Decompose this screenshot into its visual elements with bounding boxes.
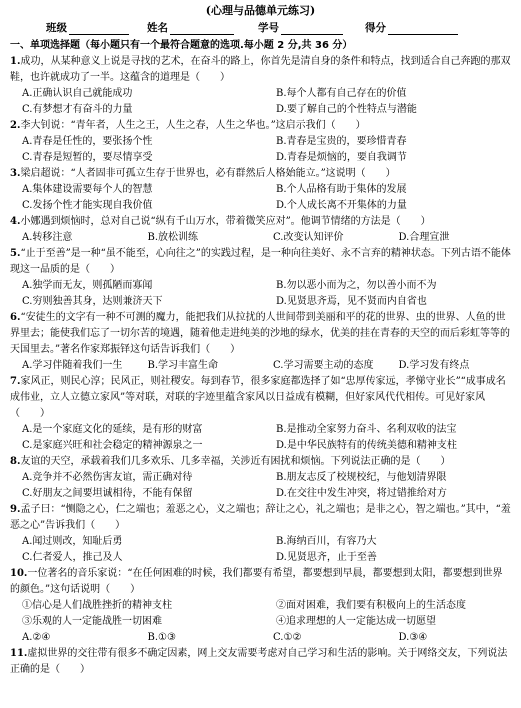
question-2 xyxy=(10,118,512,166)
question-stem xyxy=(10,646,512,678)
field-blank-line[interactable] xyxy=(69,23,129,35)
options xyxy=(10,630,512,646)
question-stem xyxy=(10,502,512,534)
question-stem xyxy=(10,454,512,470)
question-text: 成功，从某种意义上说是寻找的艺术，在奋斗的路上，你首先是清自身的条件和特点，找到适合自己奔跑的那双鞋，也许就成功了一半。这蕴含的道理是（ ） xyxy=(10,56,511,83)
option-0[interactable]: A.集体建设需要每个人的智慧 xyxy=(22,184,153,195)
option-1[interactable]: B.青春是宝贵的，要珍惜青春 xyxy=(276,136,407,147)
option-1[interactable]: B.每个人都有自己存在的价值 xyxy=(276,88,407,99)
field-2 xyxy=(258,21,343,35)
question-number: 2. xyxy=(10,120,21,131)
option-2[interactable]: C.发扬个性才能实现自我价值 xyxy=(22,200,153,211)
option-1[interactable]: B.个人品格有助于集体的发展 xyxy=(276,184,407,195)
option-0[interactable]: A.是一个家庭文化的延续，是有形的财富 xyxy=(22,424,203,435)
option-1[interactable]: B.海纳百川，有容乃大 xyxy=(276,536,377,547)
option-2[interactable]: C.①② xyxy=(273,632,302,643)
option-3[interactable]: D.要了解自己的个性特点与潜能 xyxy=(276,104,417,115)
option-3[interactable]: D.青春是烦恼的，要自我调节 xyxy=(276,152,407,163)
question-3 xyxy=(10,166,512,214)
field-3 xyxy=(365,21,458,35)
option-3[interactable]: D.见贤思齐焉，见不贤而内自省也 xyxy=(276,296,427,307)
question-10 xyxy=(10,566,512,630)
option-0[interactable]: A.学习伴随着我们一生 xyxy=(22,360,123,371)
option-0[interactable]: A.闻过则改，知耻后勇 xyxy=(22,536,123,547)
field-blank-line[interactable] xyxy=(170,23,234,35)
question-text: 李大钊说：“青年者，人生之王，人生之春，人生之华也。”这启示我们（ ） xyxy=(20,120,366,131)
field-label: 得分 xyxy=(365,22,386,34)
option-0[interactable]: A.独学而无友，则孤陋而寡闻 xyxy=(22,280,153,291)
options xyxy=(10,470,512,502)
question-stem xyxy=(10,310,512,358)
options xyxy=(10,534,512,566)
question-text: 虚拟世界的交往带有很多不确定因素，网上交友需要考虑对自己学习和生活的影响。关于网络交友，下列说法正确的是（ ） xyxy=(10,648,508,675)
question-stem xyxy=(10,566,512,598)
question-number: 5. xyxy=(10,248,21,259)
option-1[interactable]: B.朋友志反了校规校纪，与他划清界限 xyxy=(276,472,447,483)
options xyxy=(10,86,512,118)
option-3[interactable]: D.合理宣泄 xyxy=(398,232,450,243)
option-3[interactable]: D.在交往中发生冲突，将过错推给对方 xyxy=(276,488,447,499)
option-2[interactable]: C.穷则独善其身，达则兼济天下 xyxy=(22,296,163,307)
page-title: (心理与品德单元练习) xyxy=(205,4,316,17)
question-6 xyxy=(10,310,512,374)
question-text: 小娜遇到烦恼时，总对自己说“纵有千山万水，带着微笑应对”。他调节情绪的方法是（ ） xyxy=(20,216,431,227)
question-number: 6. xyxy=(10,312,21,323)
question-text: 家风正，则民心淳；民风正，则社稷安。每到春节，很多家庭都选择了如“忠厚传家远，孝悌守业长”“成事成名成伟业，立人立德立家风”等对联，对联的字迹里蕴含家风以日益成有模糊，但好家风代代相传。可见好家风（ ） xyxy=(10,376,506,419)
question-4 xyxy=(10,214,512,246)
question-11 xyxy=(10,630,512,646)
options xyxy=(10,598,512,630)
option-0[interactable]: A.转移注意 xyxy=(22,232,73,243)
question-text: 友谊的天空，承载着我们几多欢乐、几多幸福，关涉近有困扰和烦恼。下列说法正确的是（ ） xyxy=(20,456,451,467)
question-12 xyxy=(10,646,512,678)
question-9 xyxy=(10,502,512,566)
field-1 xyxy=(147,21,234,35)
option-2[interactable]: ③乐观的人一定能战胜一切困难 xyxy=(22,616,162,627)
question-list xyxy=(10,38,512,678)
options xyxy=(10,358,512,374)
question-1 xyxy=(10,54,512,118)
options xyxy=(10,278,512,310)
option-2[interactable]: C.青春是短暂的，要尽情享受 xyxy=(22,152,153,163)
option-2[interactable]: C.好朋友之间要坦诚相待，不能有保留 xyxy=(22,488,193,499)
question-stem xyxy=(10,374,512,422)
options xyxy=(10,134,512,166)
question-number: 8. xyxy=(10,456,21,467)
question-stem xyxy=(10,214,512,230)
question-number: 11. xyxy=(10,648,28,659)
field-blank-line[interactable] xyxy=(388,23,458,35)
option-1[interactable]: B.放松训练 xyxy=(147,232,199,243)
option-1[interactable]: B.勿以恶小而为之，勿以善小而不为 xyxy=(276,280,437,291)
option-3[interactable]: D.学习发有终点 xyxy=(398,360,470,371)
option-2[interactable]: C.学习需要主动的态度 xyxy=(273,360,374,371)
option-0[interactable]: A.竞争并不必然伤害友谊，需正确对待 xyxy=(22,472,193,483)
options xyxy=(10,230,512,246)
question-number: 4. xyxy=(10,216,21,227)
question-stem xyxy=(10,166,512,182)
student-info-row xyxy=(46,21,497,35)
question-stem xyxy=(10,118,512,134)
option-1[interactable]: B.学习丰富生命 xyxy=(147,360,219,371)
option-0[interactable]: A.②④ xyxy=(22,632,51,643)
option-3[interactable]: D.个人成长离不开集体的力量 xyxy=(276,200,407,211)
question-text: 一位著名的音乐家说：“在任何困难的时候，我们都要有希望，都要想到早晨，都要想到太阳，都要想到世界的颜色。”这句话说明（ ） xyxy=(10,568,503,595)
option-0[interactable]: A.青春是任性的，要张扬个性 xyxy=(22,136,153,147)
field-blank-line[interactable] xyxy=(281,23,343,35)
question-text: “止于至善”是一种“虽不能至，心向往之”的实践过程，是一种向往美好、永不言弃的精神状态。下列古语不能体现这一品质的是（ ） xyxy=(10,248,511,275)
question-number: 3. xyxy=(10,168,21,179)
option-1[interactable]: B.①③ xyxy=(147,632,176,643)
option-2[interactable]: C.改变认知评价 xyxy=(273,232,344,243)
question-5 xyxy=(10,246,512,310)
options xyxy=(10,182,512,214)
option-3[interactable]: D.③④ xyxy=(398,632,428,643)
question-text: “安徒生的文字有一种不可测的魔力，能把我们从拉扰的人世间带到美丽和平的花的世界、虫的世界、人鱼的世界里去；能使我们忘了一切尔苦的境遇，随着他走进纯美的沙地的绿水，优美的挂在青春的天空的而后彩虹等等的天国里去。”著名作家郑振铎这句话告诉我们（ ） xyxy=(10,312,510,355)
field-label: 班级 xyxy=(46,22,67,34)
question-text: 孟子曰：“恻隐之心，仁之端也；羞恶之心，义之端也；辞让之心，礼之端也；是非之心，智之端也。”其中，“羞恶之心”告诉我们（ ） xyxy=(10,504,511,531)
option-0[interactable]: ①信心是人们战胜挫折的精神支柱 xyxy=(22,600,172,611)
option-3[interactable]: D.是中华民族特有的传统美德和精神支柱 xyxy=(276,440,457,451)
question-number: 10. xyxy=(10,568,28,579)
option-2[interactable]: C.有梦想才有奋斗的力量 xyxy=(22,104,133,115)
section-heading: 一、单项选择题（每小题只有一个最符合题意的选项.每小题 2 分,共 36 分） xyxy=(10,40,353,51)
option-1[interactable]: ②面对困难，我们要有积极向上的生活态度 xyxy=(276,600,466,611)
option-3[interactable]: ④追求理想的人一定能达成一切愿望 xyxy=(276,616,436,627)
option-3[interactable]: D.见贤思齐，止于至善 xyxy=(276,552,377,563)
option-0[interactable]: A.正确认识自己就能成功 xyxy=(22,88,133,99)
field-label: 学号 xyxy=(258,22,279,34)
question-number: 1. xyxy=(10,56,21,67)
option-2[interactable]: C.是家庭兴旺和社会稳定的精神源泉之一 xyxy=(22,440,203,451)
question-number: 9. xyxy=(10,504,21,515)
question-text: 梁启超说：“人者固非可孤立生存于世界也，必有群然后人格始能立。”这说明（ ） xyxy=(20,168,396,179)
field-0 xyxy=(46,21,129,35)
option-2[interactable]: C.仁者爱人，推己及人 xyxy=(22,552,123,563)
question-8 xyxy=(10,454,512,502)
field-label: 姓名 xyxy=(147,22,168,34)
option-1[interactable]: B.是推动全家努力奋斗、名利双收的法宝 xyxy=(276,424,457,435)
question-stem xyxy=(10,54,512,86)
question-7 xyxy=(10,374,512,454)
question-number: 7. xyxy=(10,376,21,387)
options xyxy=(10,422,512,454)
question-stem xyxy=(10,246,512,278)
